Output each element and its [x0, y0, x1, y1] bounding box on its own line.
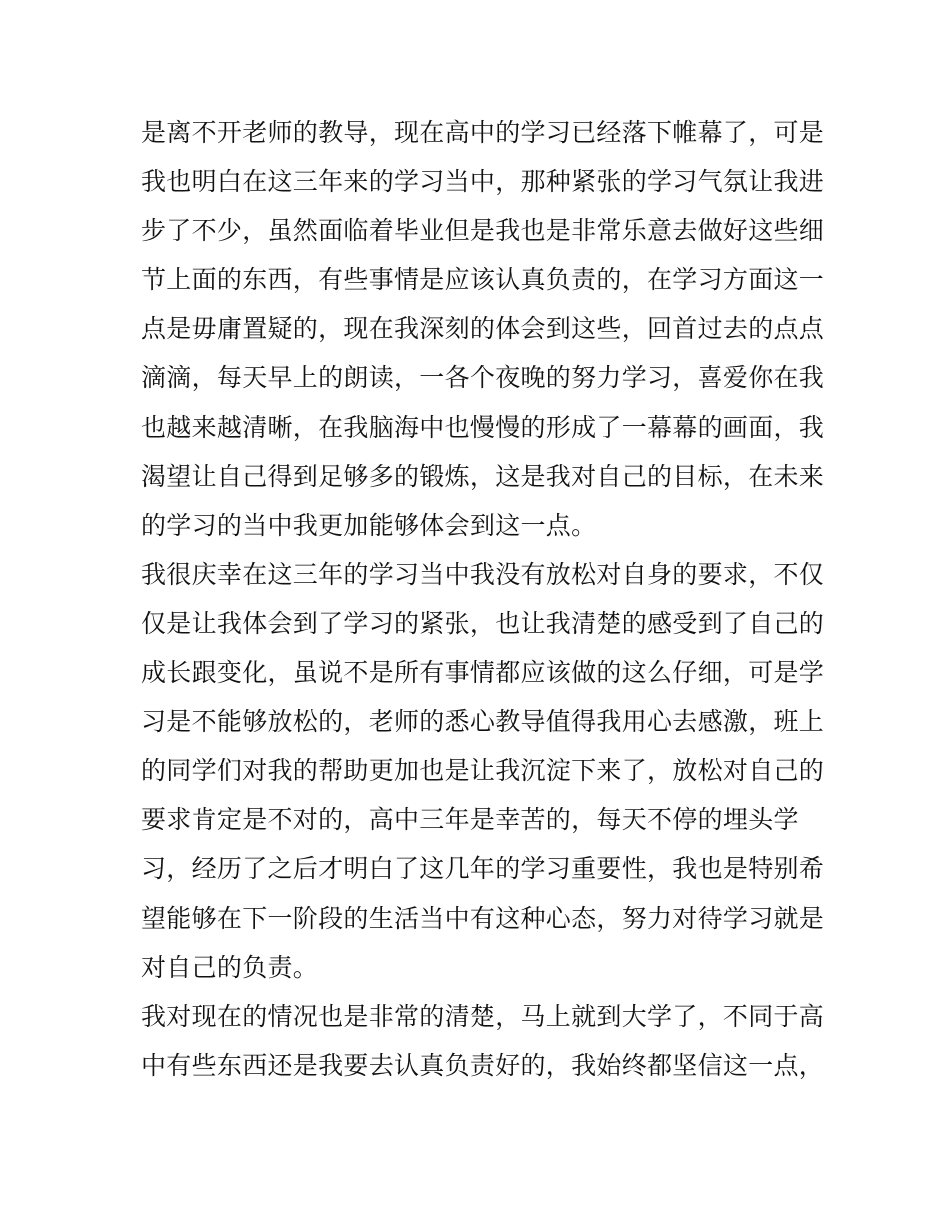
text-line: 也越来越清晰，在我脑海中也慢慢的形成了一幕幕的画面，我	[141, 412, 825, 442]
text-line: 成长跟变化，虽说不是所有事情都应该做的这么仔细，可是学	[141, 658, 825, 688]
text-line: 滴滴，每天早上的朗读，一各个夜晚的努力学习，喜爱你在我	[141, 363, 825, 393]
text-line: 中有些东西还是我要去认真负责好的，我始终都坚信这一点，	[141, 1050, 825, 1080]
text-line: 点是毋庸置疑的，现在我深刻的体会到这些，回首过去的点点	[141, 314, 825, 344]
text-line: 节上面的东西，有些事情是应该认真负责的，在学习方面这一	[141, 265, 825, 295]
text-line: 步了不少，虽然面临着毕业但是我也是非常乐意去做好这些细	[141, 216, 825, 246]
text-line: 是离不开老师的教导，现在高中的学习已经落下帷幕了，可是	[141, 118, 825, 147]
text-line: 习，经历了之后才明白了这几年的学习重要性，我也是特别希	[141, 854, 825, 884]
text-line: 的同学们对我的帮助更加也是让我沉淀下来了，放松对自己的	[141, 756, 825, 786]
text-line: 渴望让自己得到足够多的锻炼，这是我对自己的目标，在未来	[141, 461, 825, 491]
text-line: 对自己的负责。	[141, 952, 319, 982]
text-line: 我也明白在这三年来的学习当中，那种紧张的学习气氛让我进	[141, 167, 825, 197]
text-line: 的学习的当中我更加能够体会到这一点。	[141, 510, 597, 540]
text-line: 我很庆幸在这三年的学习当中我没有放松对自身的要求，不仅	[141, 559, 825, 589]
text-line: 要求肯定是不对的，高中三年是幸苦的，每天不停的埋头学	[141, 805, 799, 835]
text-line: 望能够在下一阶段的生活当中有这种心态，努力对待学习就是	[141, 903, 825, 933]
text-line: 习是不能够放松的，老师的悉心教导值得我用心去感激，班上	[141, 707, 825, 737]
text-line: 仅是让我体会到了学习的紧张，也让我清楚的感受到了自己的	[141, 608, 825, 638]
body-text	[141, 108, 831, 1090]
text-line: 我对现在的情况也是非常的清楚，马上就到大学了，不同于高	[141, 1001, 825, 1031]
